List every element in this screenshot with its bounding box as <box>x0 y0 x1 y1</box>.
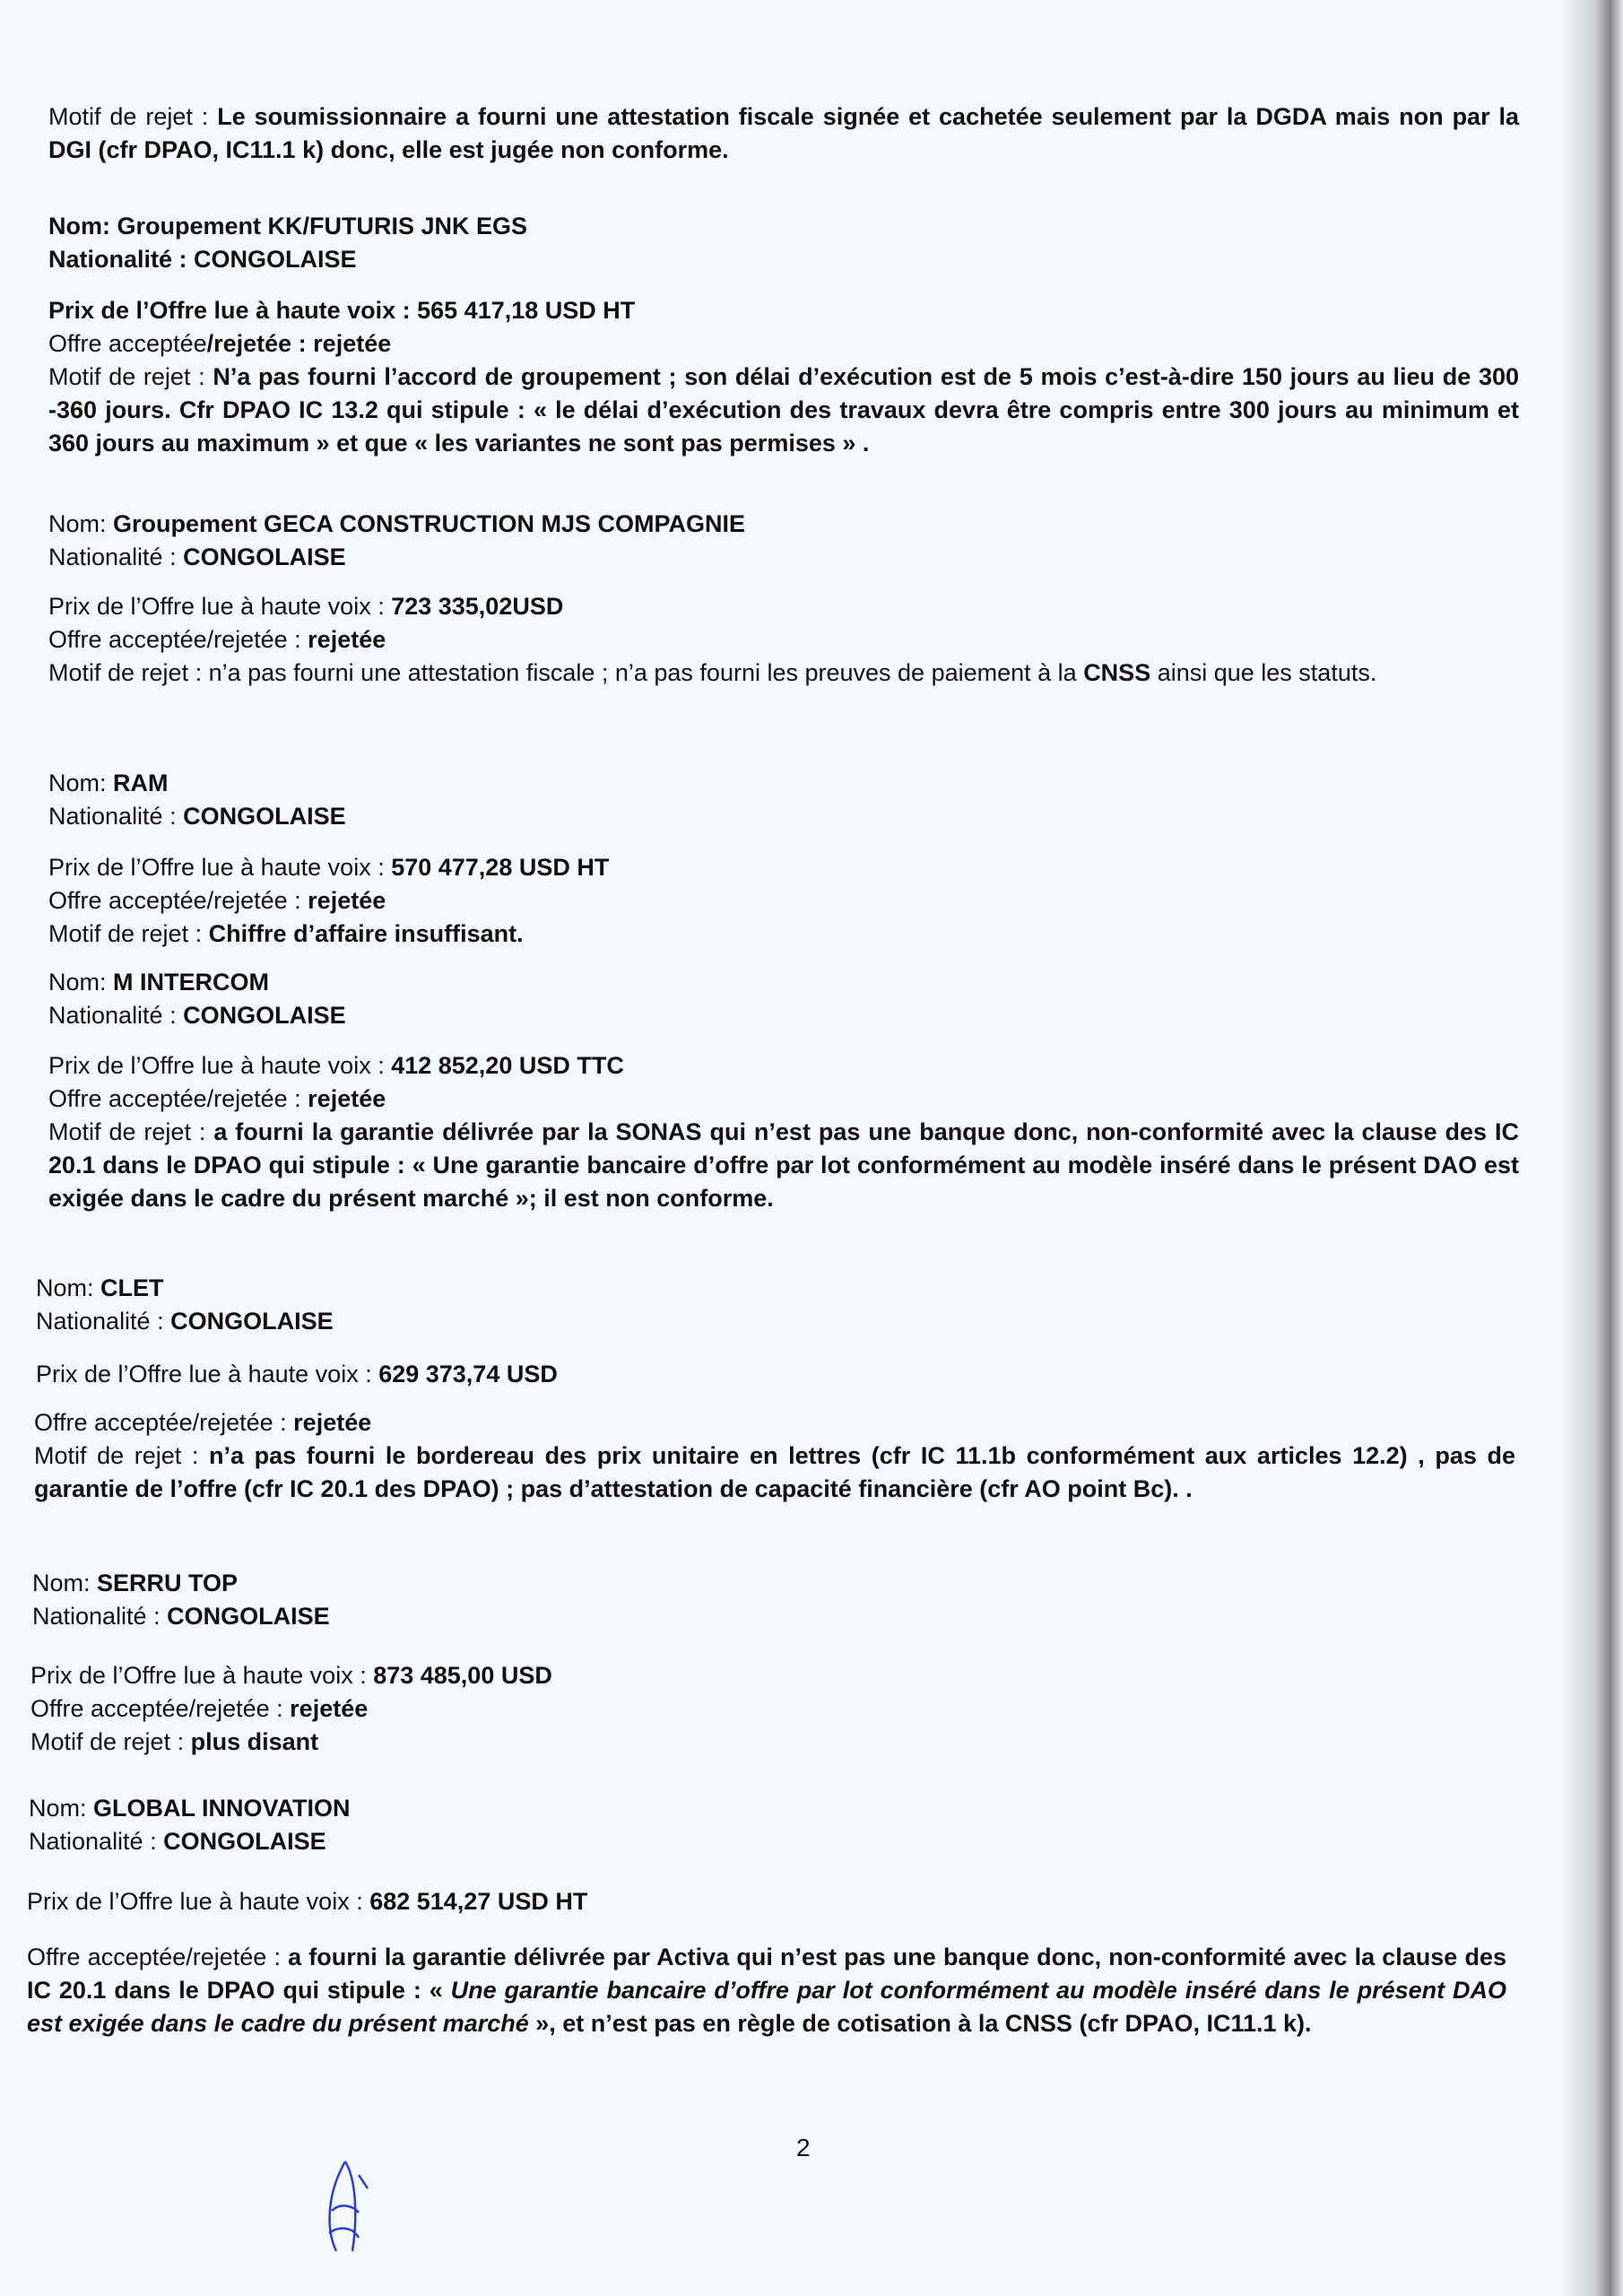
status-line <box>48 1083 1519 1116</box>
text-segment: plus disant <box>190 1728 319 1755</box>
text-segment: Nom: <box>48 969 114 996</box>
text-segment: CONGOLAISE <box>163 1828 326 1855</box>
text-segment: 682 514,27 USD HT <box>369 1888 588 1915</box>
text-segment: Offre acceptée/rejetée : <box>48 626 308 653</box>
text-segment: Offre acceptée <box>48 330 207 357</box>
reason-line <box>34 1439 1515 1506</box>
text-segment: 629 373,74 USD <box>378 1361 558 1387</box>
text-segment: Nationalité : <box>29 1828 164 1855</box>
text-segment: Prix de l’Offre lue à haute voix : <box>48 297 418 324</box>
text-segment: GLOBAL INNOVATION <box>93 1795 351 1822</box>
text-segment: ainsi que les statuts. <box>1150 659 1377 686</box>
bidder-ram <box>48 767 1519 833</box>
status-line <box>34 1406 1515 1439</box>
bidder-clet-price <box>36 1358 1506 1391</box>
text-segment: SERRU TOP <box>97 1570 239 1596</box>
text-segment: 570 477,28 USD HT <box>391 854 610 881</box>
price-line <box>30 1659 1501 1692</box>
bidder-kk-futuris-offer <box>48 294 1519 460</box>
text-segment: rejetée <box>308 626 386 653</box>
status-line <box>30 1692 1501 1726</box>
text-segment: Nationalité : <box>48 246 195 273</box>
text-segment: Nom: <box>36 1274 101 1301</box>
text-segment: CONGOLAISE <box>170 1308 334 1335</box>
text-segment: Nationalité : <box>32 1603 168 1630</box>
text-segment: Nationalité : <box>48 544 184 570</box>
text-segment: CONGOLAISE <box>167 1603 330 1630</box>
text-segment: CONGOLAISE <box>183 1002 346 1029</box>
bidder-name-line <box>48 767 1519 800</box>
bidder-geca <box>48 508 1519 574</box>
reason-text: Le soumissionnaire a fourni une attestation fiscale signée et cachetée seulement par la DGDA mais non par la DGI (cfr DPAO, IC11.1 k) donc, elle est jugée non conforme. <box>48 103 1520 163</box>
text-segment: Offre acceptée/rejetée : <box>30 1695 291 1722</box>
bidder-name-line <box>48 508 1519 541</box>
bidder-name-line <box>32 1567 1503 1600</box>
text-segment: CONGOLAISE <box>183 544 346 570</box>
bidder-serru-top-offer <box>30 1659 1501 1759</box>
bidder-name-line <box>29 1792 1499 1825</box>
text-segment: rejetée <box>308 1085 386 1112</box>
text-segment: CONGOLAISE <box>183 803 346 830</box>
bidder-name-line <box>48 210 1519 243</box>
text-segment: Nom: <box>48 510 114 537</box>
text-segment: Motif de rejet : <box>48 363 213 390</box>
text-segment: Prix de l’Offre lue à haute voix : <box>30 1662 374 1689</box>
text-segment: Motif de rejet : <box>48 659 209 686</box>
bidder-ram-offer <box>48 851 1519 951</box>
nationality-line <box>48 243 1519 276</box>
text-segment: Motif de rejet : <box>48 920 209 947</box>
text-segment: Prix de l’Offre lue à haute voix : <box>48 1052 392 1079</box>
bidder-clet <box>36 1272 1506 1338</box>
reason-line <box>48 361 1519 460</box>
text-segment: Offre acceptée/rejetée : <box>27 1944 289 1970</box>
text-segment: n’a pas fourni une attestation fiscale ; n’a pas fourni les preuves de paiement à la <box>208 659 1084 686</box>
text-segment: Nationalité : <box>48 803 184 830</box>
text-segment: Une garantie bancaire d’offre par lot conformément au modèle inséré dans le présent DAO est exigée dans le cadre du présent marché <box>27 1977 1506 2037</box>
nationality-line <box>32 1600 1503 1633</box>
bidder-m-intercom <box>48 966 1519 1032</box>
bidder-kk-futuris <box>48 210 1519 276</box>
reason-line <box>48 1116 1519 1215</box>
text-segment: Nom: <box>48 213 117 239</box>
price-line <box>48 1049 1519 1083</box>
bidder-global-innovation <box>29 1792 1499 1858</box>
text-segment: M INTERCOM <box>113 969 269 996</box>
reason-line <box>30 1726 1501 1759</box>
text-segment: Groupement GECA CONSTRUCTION MJS COMPAGNIE <box>113 510 746 537</box>
text-segment: rejetée <box>290 1695 369 1722</box>
text-segment: 565 417,18 USD HT <box>417 297 636 324</box>
text-segment: Nationalité : <box>36 1308 171 1335</box>
price-line <box>36 1358 1506 1391</box>
bidder-global-innovation-price <box>27 1885 1497 1918</box>
text-segment: n’a pas fourni le bordereau des prix unitaire en lettres (cfr IC 11.1b conformément aux articles 12.2) , pas de garantie de l’offre (cfr IC 20.1 des DPAO) ; pas d’attestation de capacité financière (cfr AO point Bc). . <box>34 1442 1516 1502</box>
text-segment: Offre acceptée/rejetée : <box>34 1409 294 1436</box>
price-line <box>48 851 1519 884</box>
bidder-serru-top <box>32 1567 1503 1633</box>
text-segment: N’a pas fourni l’accord de groupement ; son délai d’exécution est de 5 mois c’est-à-dire 150 jours au lieu de 300 -360 jours. Cfr DPAO IC 13.2 qui stipule : « le délai d’exécution des travaux devra être compris entre 300 jours au minimum et 360 jours au maximum » et que « les variantes ne sont pas permises » . <box>48 363 1519 457</box>
status-line <box>48 884 1519 918</box>
text-segment: Offre acceptée/rejetée : <box>48 887 308 914</box>
price-line <box>27 1885 1497 1918</box>
nationality-line <box>29 1825 1499 1858</box>
intro-rejection-reason <box>48 100 1519 167</box>
text-segment: CNSS <box>1083 659 1151 686</box>
text-segment: rejetée <box>308 887 386 914</box>
text-segment: rejetée <box>293 1409 372 1436</box>
reason-line <box>48 918 1519 951</box>
text-segment: RAM <box>113 770 169 796</box>
page-number: 2 <box>796 2134 811 2161</box>
label: Motif de rejet : <box>48 103 218 130</box>
bidder-name-line <box>36 1272 1506 1305</box>
bidder-geca-offer <box>48 590 1519 690</box>
text-segment: CLET <box>100 1274 164 1301</box>
nationality-line <box>48 541 1519 574</box>
text-segment: a fourni la garantie délivrée par la SONAS qui n’est pas une banque donc, non-conformité avec la clause des IC 20.1 dans le DPAO qui stipule : « Une garantie bancaire d’offre par lot conformément au modèle inséré dans le présent DAO est exigée dans le cadre du présent marché »; il est non conforme. <box>48 1118 1519 1212</box>
text-segment: Motif de rejet : <box>48 1118 214 1145</box>
text-segment: 723 335,02USD <box>391 593 564 620</box>
text-segment: Nationalité : <box>48 1002 184 1029</box>
text-segment: Motif de rejet : <box>34 1442 210 1469</box>
text-segment: Prix de l’Offre lue à haute voix : <box>27 1888 370 1915</box>
price-line <box>48 294 1519 327</box>
nationality-line <box>36 1305 1506 1338</box>
nationality-line <box>48 800 1519 833</box>
text-segment: CONGOLAISE <box>194 246 357 273</box>
text-segment: Nom: <box>29 1795 94 1822</box>
text-segment: Chiffre d’affaire insuffisant. <box>208 920 524 947</box>
text-segment: 412 852,20 USD TTC <box>391 1052 624 1079</box>
nationality-line <box>48 999 1519 1032</box>
bidder-m-intercom-offer <box>48 1049 1519 1215</box>
text-segment: Groupement KK/FUTURIS JNK EGS <box>117 213 528 239</box>
text-segment: 873 485,00 USD <box>373 1662 552 1689</box>
text-segment: Prix de l’Offre lue à haute voix : <box>48 593 392 620</box>
text-segment: a fourni la garantie délivrée par Activa qui n’est pas une banque donc, non-conformité avec la clause des IC 20.1 dans le DPAO qui stipule : « <box>27 1944 1506 2004</box>
text-segment: Nom: <box>48 770 114 796</box>
text-segment: Offre acceptée/rejetée : <box>48 1085 308 1112</box>
text-segment: /rejetée : rejetée <box>206 330 392 357</box>
text-segment: Nom: <box>32 1570 98 1596</box>
text-segment: Motif de rejet : <box>30 1728 191 1755</box>
reason-line <box>48 657 1519 690</box>
text-segment: Prix de l’Offre lue à haute voix : <box>48 854 392 881</box>
scan-edge-shadow <box>1560 0 1623 2296</box>
status-line <box>48 623 1519 657</box>
price-line <box>48 590 1519 623</box>
signature-initials <box>318 2157 399 2256</box>
bidder-name-line <box>48 966 1519 999</box>
bidder-global-innovation-offer <box>27 1941 1506 2040</box>
text-segment: », et n’est pas en règle de cotisation à la CNSS (cfr DPAO, IC11.1 k). <box>528 2010 1312 2037</box>
bidder-clet-offer <box>34 1406 1515 1506</box>
text-segment: Prix de l’Offre lue à haute voix : <box>36 1361 379 1387</box>
status-line <box>48 327 1519 361</box>
